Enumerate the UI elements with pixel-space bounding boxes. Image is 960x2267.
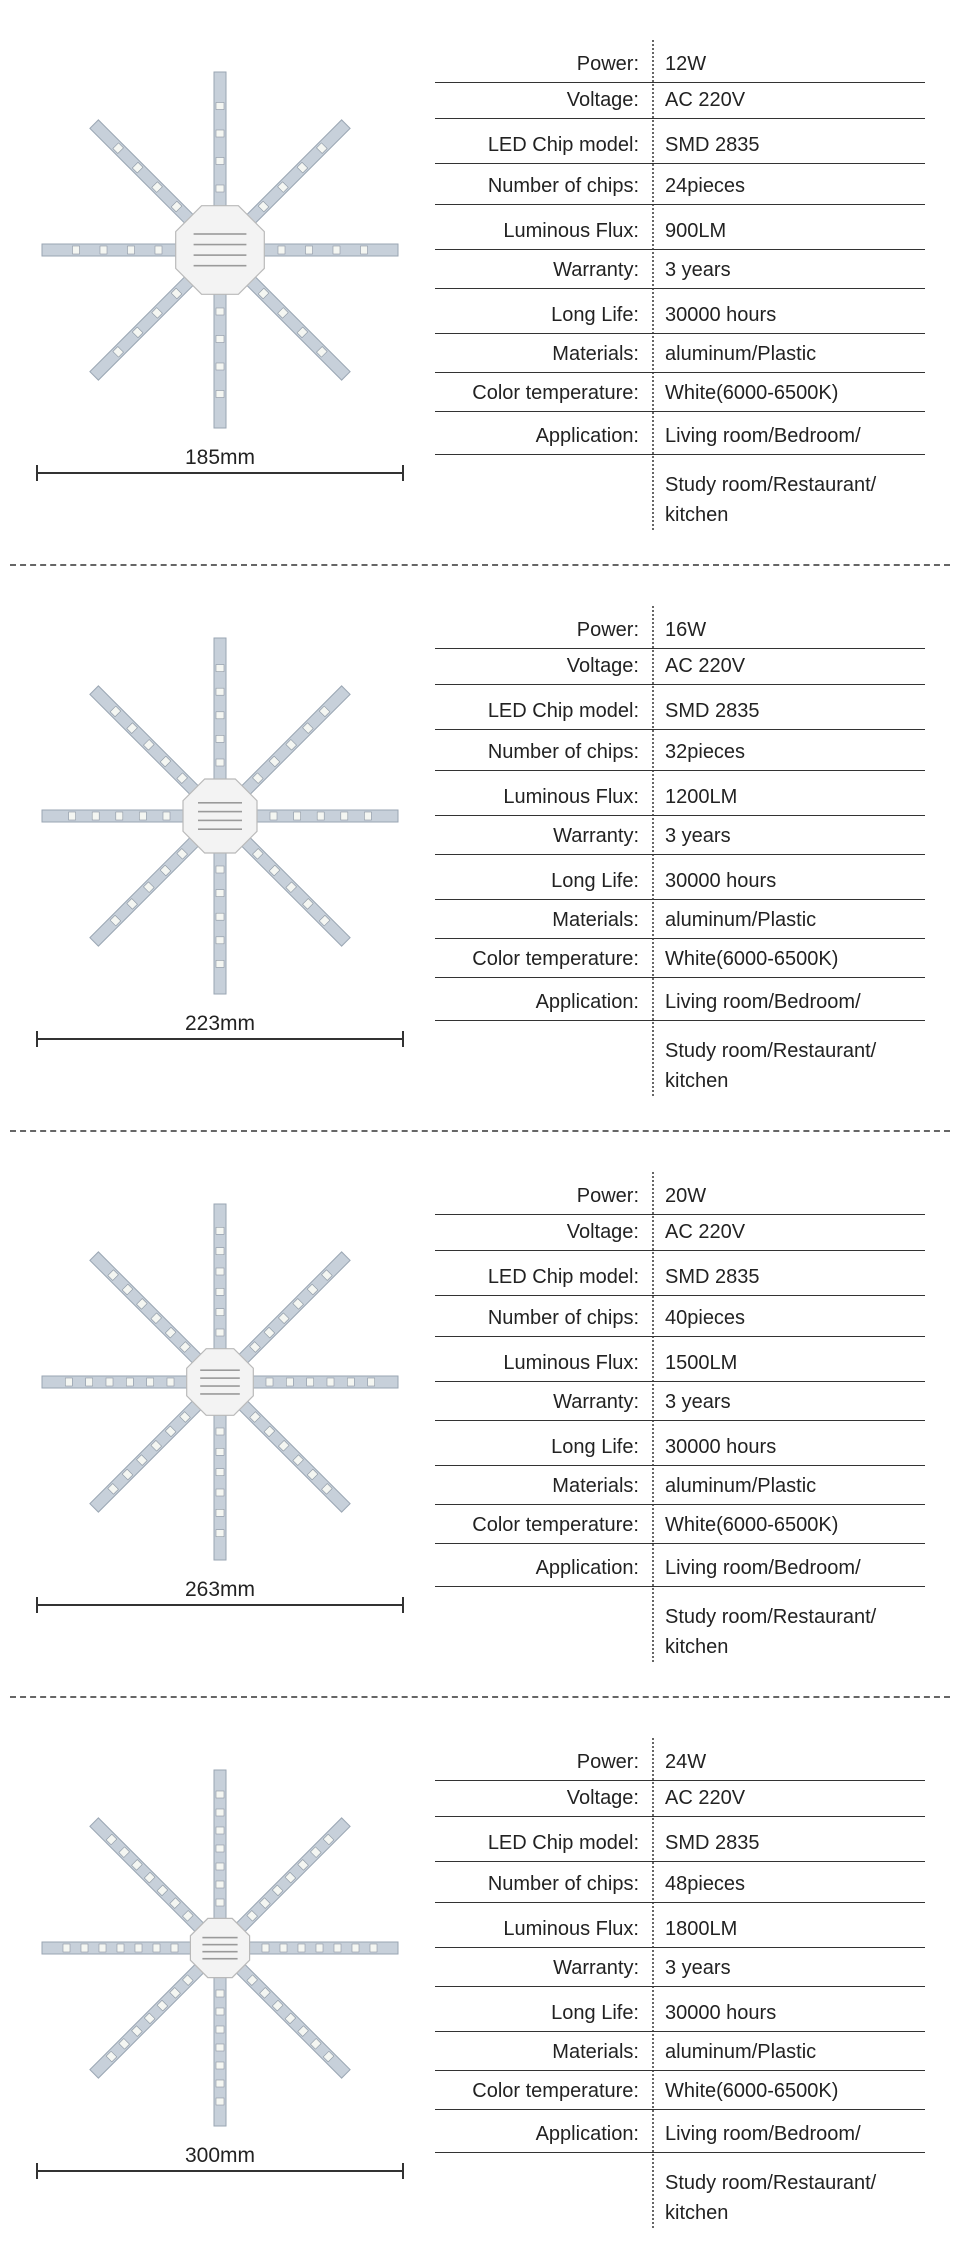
led-strip: [245, 120, 350, 225]
dimension-bar: [37, 472, 403, 474]
led-strip: [90, 120, 195, 225]
spec-label: Warranty:: [553, 259, 639, 281]
spec-value: AC 220V: [665, 655, 746, 677]
hub-print-line: [202, 1937, 237, 1939]
spec-value: 30000 hours: [665, 2002, 777, 2024]
spec-label: Voltage:: [566, 1787, 639, 1809]
spec-value: 30000 hours: [665, 870, 777, 892]
spec-label: Luminous Flux:: [503, 1352, 639, 1374]
hub-print-line: [194, 233, 247, 235]
spec-value: 20W: [665, 1185, 707, 1207]
diameter-label: 223mm: [184, 1012, 256, 1035]
spec-label: Long Life:: [551, 304, 639, 326]
spec-value: AC 220V: [665, 1221, 746, 1243]
spec-label: Application:: [535, 1557, 639, 1579]
spec-row: [435, 1544, 925, 1587]
application-line: Study room/Restaurant/: [665, 1040, 877, 1062]
spec-label: Long Life:: [551, 870, 639, 892]
spec-value: 1800LM: [665, 1918, 738, 1940]
spec-label: Long Life:: [551, 2002, 639, 2024]
spec-row: [435, 896, 925, 939]
row-rule: [435, 204, 925, 205]
spec-label: Color temperature:: [472, 948, 639, 970]
driver-hub: [183, 779, 257, 853]
spec-label: Power:: [576, 53, 639, 75]
diameter-label: 185mm: [184, 446, 256, 469]
led-strip: [240, 836, 350, 946]
led-strip: [42, 244, 178, 256]
hub-print-line: [198, 802, 242, 804]
led-strip: [42, 810, 186, 822]
hub-print-line: [202, 1958, 237, 1960]
spec-value: White(6000-6500K): [665, 1514, 839, 1536]
diameter-label: 263mm: [184, 1578, 256, 1601]
application-line: Study room/Restaurant/: [665, 474, 877, 496]
spec-label: LED Chip model:: [487, 1266, 639, 1288]
row-rule: [435, 684, 925, 685]
spec-row: [435, 978, 925, 1021]
led-strip: [214, 1412, 226, 1560]
led-strip: [90, 275, 195, 380]
spec-row: [435, 2028, 925, 2071]
spec-value: Living room/Bedroom/: [665, 2123, 861, 2145]
diameter-label: 300mm: [184, 2144, 256, 2167]
led-strip: [214, 1204, 226, 1352]
spec-row: [435, 412, 925, 455]
hub-print-line: [200, 1369, 240, 1371]
hub-print-line: [200, 1377, 240, 1379]
application-line: kitchen: [665, 2202, 729, 2224]
spec-value: 1200LM: [665, 786, 738, 808]
spec-value: 1500LM: [665, 1352, 738, 1374]
row-rule: [435, 288, 925, 289]
spec-label: Luminous Flux:: [503, 220, 639, 242]
spec-label: Voltage:: [566, 89, 639, 111]
led-strip: [214, 850, 226, 994]
spec-value: White(6000-6500K): [665, 948, 839, 970]
led-strip: [42, 1942, 194, 1954]
spec-value: SMD 2835: [665, 700, 760, 722]
hub-print-line: [202, 1951, 237, 1953]
spec-row: [435, 1501, 925, 1544]
spec-row: [435, 687, 925, 730]
hub-print-line: [200, 1393, 240, 1395]
spec-label: Application:: [535, 2123, 639, 2145]
spec-row: [435, 1339, 925, 1382]
spec-row: [435, 1989, 925, 2032]
spec-label: Number of chips:: [487, 1873, 639, 1895]
spec-label: Materials:: [552, 2041, 639, 2063]
spec-row: [435, 162, 925, 205]
spec-value: 48pieces: [665, 1873, 746, 1895]
led-strip: [262, 244, 398, 256]
led-strip: [90, 1962, 206, 2078]
row-rule: [435, 1250, 925, 1251]
spec-value: aluminum/Plastic: [665, 2041, 817, 2063]
spec-value: White(6000-6500K): [665, 2080, 839, 2102]
spec-table: [435, 40, 925, 530]
spec-value: 24pieces: [665, 175, 746, 197]
spec-value: 3 years: [665, 825, 731, 847]
driver-hub: [176, 206, 265, 295]
application-continued: [665, 1036, 876, 1096]
row-rule: [435, 2152, 925, 2153]
spec-row: [435, 1774, 925, 1817]
product-section: [0, 0, 960, 566]
spec-row: [435, 935, 925, 978]
spec-label: Color temperature:: [472, 2080, 639, 2102]
spec-value: aluminum/Plastic: [665, 1475, 817, 1497]
led-strip: [246, 1942, 398, 1954]
dimension-bar: [37, 1604, 403, 1606]
spec-row: [435, 207, 925, 250]
spec-label: Luminous Flux:: [503, 786, 639, 808]
spec-value: White(6000-6500K): [665, 382, 839, 404]
hub-print-line: [198, 811, 242, 813]
spec-label: Long Life:: [551, 1436, 639, 1458]
spec-value: 3 years: [665, 1957, 731, 1979]
spec-label: Power:: [576, 619, 639, 641]
spec-label: LED Chip model:: [487, 700, 639, 722]
spec-label: Warranty:: [553, 1391, 639, 1413]
hub-print-line: [200, 1385, 240, 1387]
spec-value: AC 220V: [665, 1787, 746, 1809]
spec-label: Warranty:: [553, 825, 639, 847]
spec-label: Number of chips:: [487, 175, 639, 197]
spec-table: [435, 1738, 925, 2228]
row-rule: [435, 1020, 925, 1021]
spec-label: Materials:: [552, 1475, 639, 1497]
led-strip: [237, 1399, 350, 1512]
dimension-bar: [37, 1038, 403, 1040]
hub-print-line: [202, 1944, 237, 1946]
spec-value: 12W: [665, 53, 707, 75]
led-strip: [245, 275, 350, 380]
led-strip: [254, 810, 398, 822]
dimension-bar: [37, 2170, 403, 2172]
row-rule: [435, 1986, 925, 1987]
spec-row: [435, 642, 925, 685]
spec-row: [435, 1208, 925, 1251]
row-rule: [435, 1586, 925, 1587]
spec-label: Materials:: [552, 909, 639, 931]
led-strip: [214, 1770, 226, 1922]
spec-row: [435, 728, 925, 771]
spec-row: [435, 121, 925, 164]
row-rule: [435, 1816, 925, 1817]
application-line: kitchen: [665, 1636, 729, 1658]
spec-value: 24W: [665, 1751, 707, 1773]
spec-label: Application:: [535, 425, 639, 447]
spec-row: [435, 2110, 925, 2153]
spec-label: Application:: [535, 991, 639, 1013]
spec-row: [435, 369, 925, 412]
led-module-image: [30, 1758, 410, 2138]
led-strip: [90, 1252, 203, 1365]
spec-row: [435, 246, 925, 289]
spec-row: [435, 857, 925, 900]
led-strip: [214, 72, 226, 208]
led-strip: [90, 1818, 206, 1934]
spec-label: Color temperature:: [472, 382, 639, 404]
led-strip: [250, 1376, 398, 1388]
row-rule: [435, 454, 925, 455]
spec-row: [435, 2067, 925, 2110]
row-rule: [435, 770, 925, 771]
led-strip: [234, 1962, 350, 2078]
spec-value: 3 years: [665, 1391, 731, 1413]
led-strip: [90, 836, 200, 946]
led-strip: [90, 1399, 203, 1512]
spec-row: [435, 1905, 925, 1948]
spec-value: aluminum/Plastic: [665, 343, 817, 365]
spec-value: 900LM: [665, 220, 727, 242]
spec-label: Power:: [576, 1185, 639, 1207]
application-line: kitchen: [665, 1070, 729, 1092]
led-strip: [90, 686, 200, 796]
spec-value: aluminum/Plastic: [665, 909, 817, 931]
spec-row: [435, 76, 925, 119]
driver-hub: [190, 1918, 249, 1977]
spec-label: Luminous Flux:: [503, 1918, 639, 1940]
spec-row: [435, 1294, 925, 1337]
spec-label: Voltage:: [566, 1221, 639, 1243]
hub-print-line: [198, 820, 242, 822]
spec-row: [435, 1462, 925, 1505]
led-strip: [214, 292, 226, 428]
row-rule: [435, 1902, 925, 1903]
application-line: Study room/Restaurant/: [665, 2172, 877, 2194]
spec-row: [435, 1378, 925, 1421]
spec-label: LED Chip model:: [487, 134, 639, 156]
application-continued: [665, 2168, 876, 2228]
led-strip: [234, 1818, 350, 1934]
led-strip: [214, 1974, 226, 2126]
spec-row: [435, 330, 925, 373]
spec-value: 32pieces: [665, 741, 746, 763]
led-module-image: [30, 1192, 410, 1572]
spec-value: SMD 2835: [665, 134, 760, 156]
spec-value: 30000 hours: [665, 304, 777, 326]
hub-print-line: [194, 265, 247, 267]
row-rule: [435, 854, 925, 855]
spec-label: Color temperature:: [472, 1514, 639, 1536]
led-strip: [240, 686, 350, 796]
spec-label: LED Chip model:: [487, 1832, 639, 1854]
spec-value: 40pieces: [665, 1307, 746, 1329]
spec-value: Living room/Bedroom/: [665, 991, 861, 1013]
spec-value: 16W: [665, 619, 707, 641]
product-section: [0, 1698, 960, 2264]
spec-table: [435, 606, 925, 1096]
hub-print-line: [194, 244, 247, 246]
row-rule: [435, 1420, 925, 1421]
product-section: [0, 566, 960, 1132]
spec-value: SMD 2835: [665, 1266, 760, 1288]
spec-value: 30000 hours: [665, 1436, 777, 1458]
spec-row: [435, 1253, 925, 1296]
spec-table: [435, 1172, 925, 1662]
spec-label: Number of chips:: [487, 741, 639, 763]
led-strip: [214, 638, 226, 782]
spec-row: [435, 1423, 925, 1466]
spec-label: Power:: [576, 1751, 639, 1773]
led-module-image: [30, 60, 410, 440]
led-strip: [42, 1376, 190, 1388]
application-continued: [665, 1602, 876, 1662]
spec-row: [435, 1819, 925, 1862]
row-rule: [435, 1336, 925, 1337]
application-continued: [665, 470, 876, 530]
led-module-image: [30, 626, 410, 1006]
driver-hub: [187, 1349, 254, 1416]
spec-label: Materials:: [552, 343, 639, 365]
spec-row: [435, 812, 925, 855]
hub-print-line: [198, 828, 242, 830]
product-section: [0, 1132, 960, 1698]
application-line: kitchen: [665, 504, 729, 526]
spec-value: 3 years: [665, 259, 731, 281]
row-rule: [435, 118, 925, 119]
spec-label: Number of chips:: [487, 1307, 639, 1329]
spec-row: [435, 1944, 925, 1987]
spec-row: [435, 291, 925, 334]
spec-value: Living room/Bedroom/: [665, 425, 861, 447]
spec-value: SMD 2835: [665, 1832, 760, 1854]
application-line: Study room/Restaurant/: [665, 1606, 877, 1628]
spec-label: Voltage:: [566, 655, 639, 677]
hub-print-line: [194, 254, 247, 256]
spec-row: [435, 773, 925, 816]
spec-value: AC 220V: [665, 89, 746, 111]
spec-value: Living room/Bedroom/: [665, 1557, 861, 1579]
spec-label: Warranty:: [553, 1957, 639, 1979]
spec-row: [435, 1860, 925, 1903]
led-strip: [237, 1252, 350, 1365]
